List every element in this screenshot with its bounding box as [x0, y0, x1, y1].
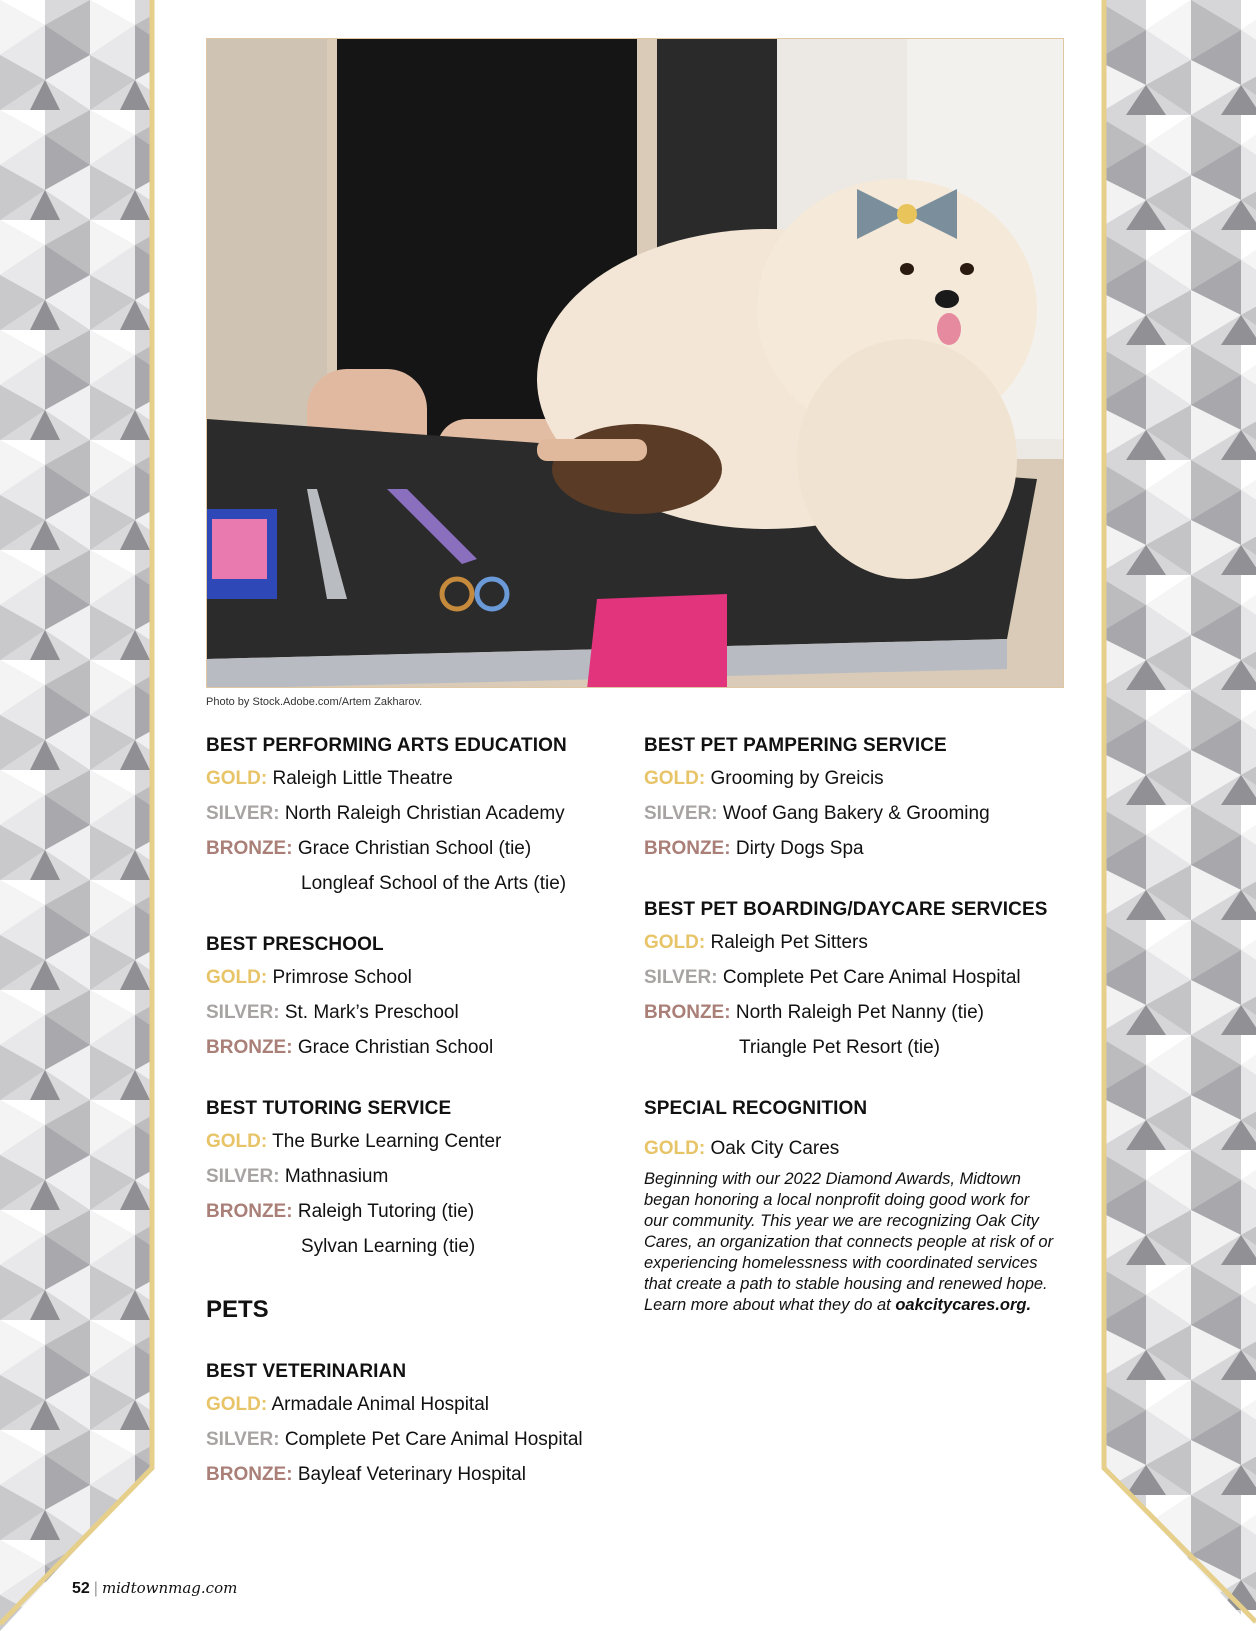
- category-title: BEST PET BOARDING/DAYCARE SERVICES: [644, 899, 1048, 920]
- award-pet-boarding: [644, 897, 1064, 1061]
- bronze-winner: [206, 1199, 626, 1225]
- special-recognition-description: [644, 1169, 1054, 1316]
- silver-winner: [206, 1164, 626, 1190]
- bronze-name: Bayleaf Veterinary Hospital: [297, 1464, 526, 1485]
- right-award-column: [644, 733, 1064, 1351]
- gold-winner: [644, 1136, 1064, 1162]
- bronze-name: Grace Christian School: [297, 1037, 494, 1058]
- category-title: BEST PET PAMPERING SERVICE: [644, 735, 947, 756]
- silver-label: SILVER:: [206, 1429, 280, 1450]
- silver-name: Mathnasium: [284, 1166, 389, 1187]
- bronze-name: Raleigh Tutoring (tie): [297, 1201, 475, 1222]
- award-veterinarian: [206, 1359, 626, 1488]
- gold-name: Oak City Cares: [710, 1138, 840, 1159]
- gold-label: GOLD:: [644, 1138, 706, 1159]
- award-performing-arts: [206, 733, 626, 897]
- category-title: SPECIAL RECOGNITION: [644, 1098, 868, 1119]
- right-diamond-border: [1096, 0, 1256, 1631]
- footer-separator: |: [93, 1580, 98, 1597]
- bronze-tie-name: Longleaf School of the Arts (tie): [301, 873, 567, 894]
- diamond-texture-left: [0, 0, 160, 1631]
- silver-winner: [206, 1000, 626, 1026]
- section-heading-pets: PETS: [206, 1296, 269, 1323]
- gold-label: GOLD:: [644, 932, 706, 953]
- page-number: 52: [72, 1580, 90, 1597]
- silver-winner: [644, 801, 1064, 827]
- description-text: Beginning with our 2022 Diamond Awards, Midtown began honoring a local nonprofit doing good work for our community. This year we are recognizing Oak City Cares, an organization that connects people at risk of or experiencing homelessness with coordinated services that create a path to stable housing and renewed hope. Learn more about what they do at: [644, 1170, 1054, 1314]
- silver-name: Complete Pet Care Animal Hospital: [722, 967, 1021, 988]
- silver-winner: [206, 801, 626, 827]
- gold-label: GOLD:: [206, 1131, 268, 1152]
- photo-credit: Photo by Stock.Adobe.com/Artem Zakharov.: [206, 696, 423, 708]
- silver-name: St. Mark’s Preschool: [284, 1002, 459, 1023]
- gold-winner: [206, 1129, 626, 1155]
- category-title: BEST PRESCHOOL: [206, 934, 384, 955]
- dog-grooming-photo: [206, 38, 1064, 688]
- gold-winner: [206, 766, 626, 792]
- bronze-name: North Raleigh Pet Nanny (tie): [735, 1002, 985, 1023]
- bronze-label: BRONZE:: [644, 838, 731, 859]
- bronze-winner: [644, 1000, 1064, 1026]
- silver-label: SILVER:: [206, 1002, 280, 1023]
- bronze-winner: [206, 1035, 626, 1061]
- gold-winner: [644, 930, 1064, 956]
- bronze-label: BRONZE:: [206, 838, 293, 859]
- page-footer: [72, 1579, 237, 1598]
- category-title: BEST VETERINARIAN: [206, 1361, 407, 1382]
- silver-winner: [644, 965, 1064, 991]
- silver-label: SILVER:: [644, 803, 718, 824]
- silver-label: SILVER:: [206, 803, 280, 824]
- category-title: BEST TUTORING SERVICE: [206, 1098, 452, 1119]
- gold-label: GOLD:: [206, 967, 268, 988]
- gold-winner: [206, 1392, 626, 1418]
- gold-winner: [206, 965, 626, 991]
- bronze-name: Dirty Dogs Spa: [735, 838, 864, 859]
- bronze-label: BRONZE:: [206, 1201, 293, 1222]
- gold-name: Primrose School: [272, 967, 412, 988]
- gold-winner: [644, 766, 1064, 792]
- bronze-label: BRONZE:: [206, 1037, 293, 1058]
- bronze-label: BRONZE:: [206, 1464, 293, 1485]
- award-preschool: [206, 932, 626, 1061]
- gold-label: GOLD:: [206, 768, 268, 789]
- bronze-tie-name: Triangle Pet Resort (tie): [739, 1037, 940, 1058]
- gold-name: Grooming by Greicis: [710, 768, 884, 789]
- bronze-winner: [644, 836, 1064, 862]
- category-title: BEST PERFORMING ARTS EDUCATION: [206, 735, 567, 756]
- site-name: midtownmag.com: [101, 1579, 238, 1597]
- award-pet-pampering: [644, 733, 1064, 862]
- silver-winner: [206, 1427, 626, 1453]
- left-diamond-border: [0, 0, 160, 1631]
- bronze-tie-name: Sylvan Learning (tie): [301, 1236, 476, 1257]
- gold-label: GOLD:: [644, 768, 706, 789]
- award-tutoring: [206, 1096, 626, 1260]
- silver-name: Woof Gang Bakery & Grooming: [722, 803, 990, 824]
- gold-label: GOLD:: [206, 1394, 268, 1415]
- bronze-label: BRONZE:: [644, 1002, 731, 1023]
- gold-name: The Burke Learning Center: [272, 1131, 502, 1152]
- award-special-recognition: [644, 1096, 1064, 1316]
- silver-name: Complete Pet Care Animal Hospital: [284, 1429, 583, 1450]
- silver-label: SILVER:: [206, 1166, 280, 1187]
- gold-name: Raleigh Pet Sitters: [710, 932, 868, 953]
- diamond-texture-right: [1096, 0, 1256, 1631]
- silver-name: North Raleigh Christian Academy: [284, 803, 565, 824]
- bronze-name: Grace Christian School (tie): [297, 838, 532, 859]
- bronze-winner: [206, 1462, 626, 1488]
- gold-name: Raleigh Little Theatre: [272, 768, 453, 789]
- silver-label: SILVER:: [644, 967, 718, 988]
- gold-name: Armadale Animal Hospital: [271, 1394, 489, 1415]
- bronze-winner: [206, 836, 626, 862]
- left-award-column: [206, 733, 626, 1523]
- website-link[interactable]: oakcitycares.org.: [895, 1296, 1032, 1314]
